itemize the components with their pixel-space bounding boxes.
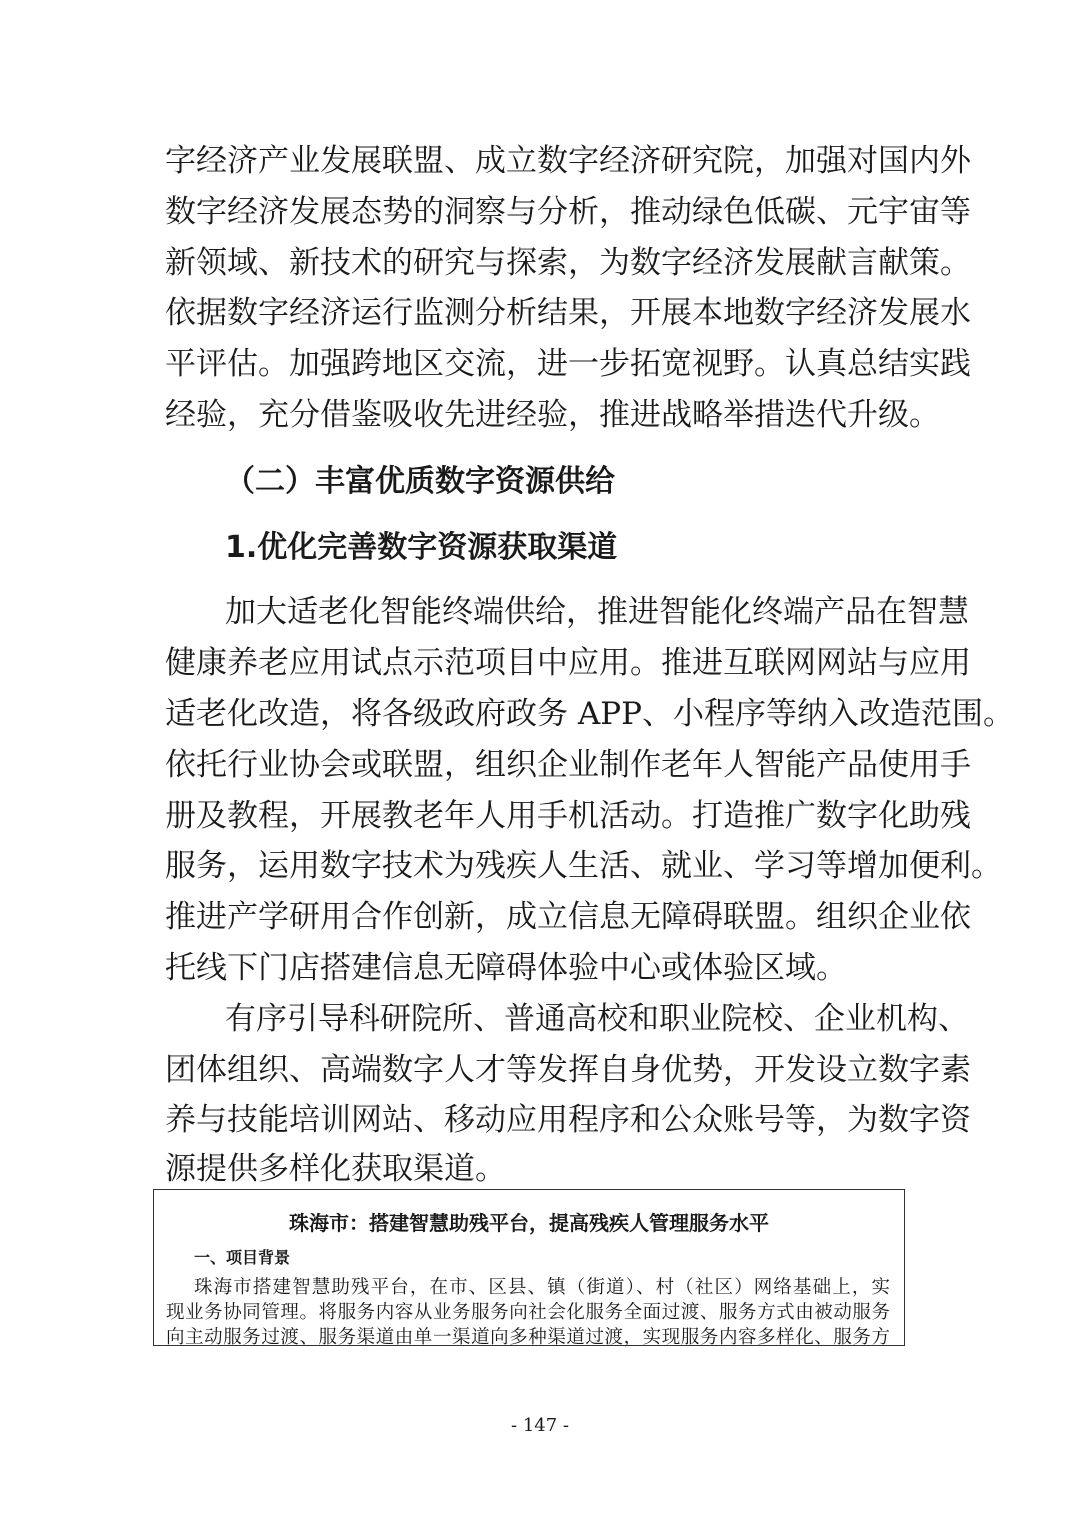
body-text-line: 有序引导科研院所、普通高校和职业院校、企业机构、 — [225, 1001, 969, 1037]
body-text-line: 托线下门店搭建信息无障碍体验中心或体验区域。 — [165, 950, 847, 986]
body-text-line: 数字经济发展态势的洞察与分析，推动绿色低碳、元宇宙等 — [165, 194, 971, 230]
body-text-line: 推进产学研用合作创新，成立信息无障碍联盟。组织企业依 — [165, 899, 971, 935]
body-text-line: 健康养老应用试点示范项目中应用。推进互联网网站与应用 — [165, 645, 971, 681]
case-study-text-line: 现业务协同管理。将服务内容从业务服务向社会化服务全面过渡、服务方式由被动服务 — [166, 1302, 890, 1323]
case-study-box — [153, 1189, 905, 1346]
body-text-line: 依据数字经济运行监测分析结果，开展本地数字经济发展水 — [165, 295, 971, 331]
body-text-line: 加大适老化智能终端供给，推进智能化终端产品在智慧 — [225, 594, 969, 630]
body-text-line: 新领域、新技术的研究与探索，为数字经济发展献言献策。 — [165, 245, 971, 281]
subsection-heading: 1.优化完善数字资源获取渠道 — [225, 530, 618, 565]
body-text-line: 字经济产业发展联盟、成立数字经济研究院，加强对国内外 — [165, 143, 971, 179]
body-text-line: 服务，运用数字技术为残疾人生活、就业、学习等增加便利。 — [165, 848, 1002, 884]
section-heading: （二）丰富优质数字资源供给 — [225, 464, 615, 499]
body-text-line: 养与技能培训网站、移动应用程序和公众账号等，为数字资 — [165, 1102, 971, 1138]
body-text-line: 源提供多样化获取渠道。 — [165, 1151, 506, 1187]
case-study-title: 珠海市：搭建智慧助残平台，提高残疾人管理服务水平 — [289, 1211, 769, 1235]
case-study-text-line: 向主动服务过渡、服务渠道由单一渠道向多种渠道过渡，实现服务内容多样化、服务方 — [166, 1327, 890, 1348]
page-number: - 147 - — [511, 1415, 569, 1436]
case-study-subheading: 一、项目背景 — [194, 1248, 291, 1267]
body-text-line: 依托行业协会或联盟，组织企业制作老年人智能产品使用手 — [165, 747, 971, 783]
case-study-text-line: 珠海市搭建智慧助残平台，在市、区县、镇（街道）、村（社区）网络基础上，实 — [194, 1277, 890, 1298]
body-text-line: 经验，充分借鉴吸收先进经验，推进战略举措迭代升级。 — [165, 397, 940, 433]
body-text-line: 册及教程，开展教老年人用手机活动。打造推广数字化助残 — [165, 798, 971, 834]
body-text-line: 适老化改造，将各级政府政务 APP、小程序等纳入改造范围。 — [165, 696, 1014, 732]
body-text-line: 团体组织、高端数字人才等发挥自身优势，开发设立数字素 — [165, 1052, 971, 1088]
body-text-line: 平评估。加强跨地区交流，进一步拓宽视野。认真总结实践 — [165, 346, 971, 382]
